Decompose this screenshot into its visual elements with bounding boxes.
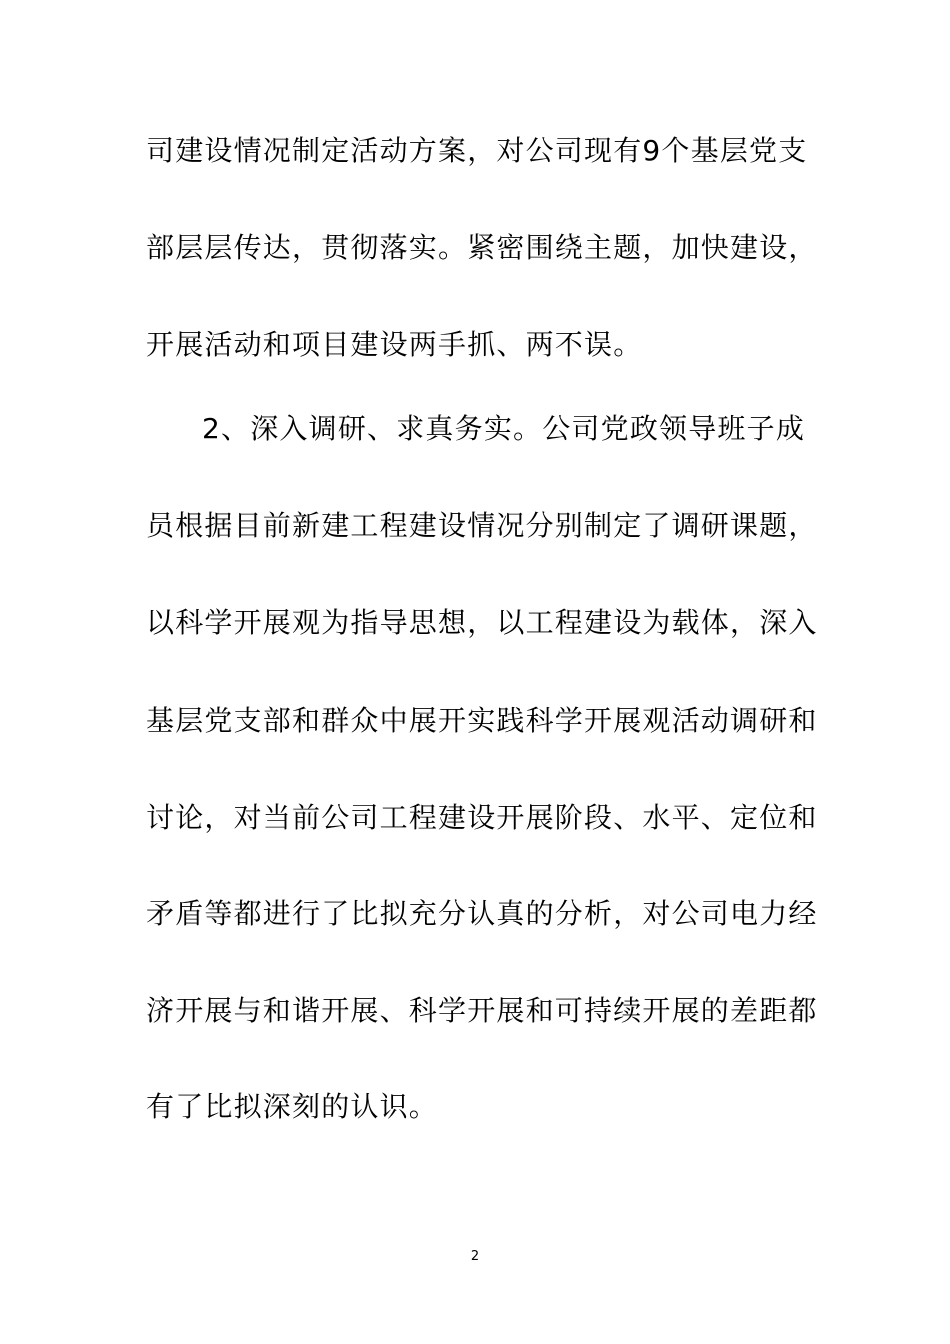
text-line: 部层层传达，贯彻落实。紧密围绕主题，加快建设， <box>146 231 818 264</box>
text-line: 基层党支部和群众中展开实践科学开展观活动调研和 <box>146 704 818 737</box>
page-number: 2 <box>470 1249 480 1264</box>
text-line: 司建设情况制定活动方案，对公司现有9个基层党支 <box>146 134 808 167</box>
text-line: 以科学开展观为指导思想，以工程建设为载体，深入 <box>146 606 818 639</box>
text-line: 济开展与和谐开展、科学开展和可持续开展的差距都 <box>146 994 818 1027</box>
text-line: 矛盾等都进行了比拟充分认真的分析，对公司电力经 <box>146 897 818 930</box>
text-line: 讨论，对当前公司工程建设开展阶段、水平、定位和 <box>146 801 818 834</box>
text-line: 员根据目前新建工程建设情况分别制定了调研课题， <box>146 509 818 542</box>
text-line: 有了比拟深刻的认识。 <box>146 1090 439 1123</box>
paragraph-first-line: 2、深入调研、求真务实。公司党政领导班子成 <box>202 412 806 445</box>
text-line: 开展活动和项目建设两手抓、两不误。 <box>146 328 643 361</box>
